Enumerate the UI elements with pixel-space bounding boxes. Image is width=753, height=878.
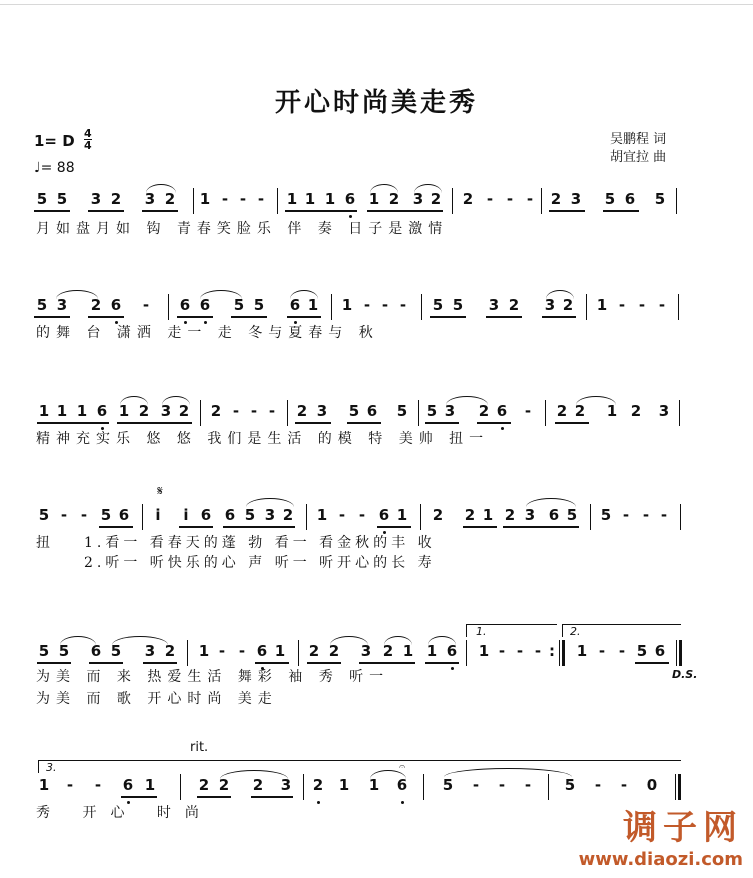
underline xyxy=(142,210,178,212)
note: 5 xyxy=(348,402,360,420)
underline xyxy=(88,210,124,212)
barline xyxy=(545,400,546,426)
note: - xyxy=(250,402,258,420)
note: 5 xyxy=(600,506,612,524)
underline xyxy=(177,316,213,318)
note: - xyxy=(239,190,247,208)
segno-sign: 𝄋 xyxy=(157,484,163,499)
note: 2 xyxy=(90,296,102,314)
note: 1 xyxy=(144,776,156,794)
note: 2 xyxy=(282,506,294,524)
note: - xyxy=(80,506,88,524)
barline xyxy=(676,188,677,214)
underline xyxy=(117,422,192,424)
underline xyxy=(231,316,267,318)
note: 1 xyxy=(482,506,494,524)
slur xyxy=(330,636,368,645)
note: 2 xyxy=(210,402,222,420)
note: 3 xyxy=(444,402,456,420)
tempo-marking: ♩= 88 xyxy=(34,160,75,176)
barline xyxy=(277,188,278,214)
note: 3 xyxy=(412,190,424,208)
note: 5 xyxy=(244,506,256,524)
note: - xyxy=(381,296,389,314)
note: 1 xyxy=(341,296,353,314)
note: 1 xyxy=(198,642,210,660)
underline xyxy=(377,526,411,528)
note: 5 xyxy=(426,402,438,420)
song-title: 开心时尚美走秀 xyxy=(274,88,478,118)
ds-marking: D.S. xyxy=(672,668,698,681)
underline xyxy=(463,526,497,528)
note: - xyxy=(94,776,102,794)
barline xyxy=(331,294,332,320)
note: 3 xyxy=(570,190,582,208)
note: 1 xyxy=(576,642,588,660)
note: 5 xyxy=(566,506,578,524)
note: - xyxy=(660,506,668,524)
barline xyxy=(590,504,591,530)
note: 6 xyxy=(396,776,408,794)
time-signature xyxy=(84,128,92,151)
underline xyxy=(347,422,381,424)
note: 1 xyxy=(606,402,618,420)
underline xyxy=(34,316,70,318)
volta-bracket-3 xyxy=(38,760,681,773)
barline xyxy=(193,188,194,214)
barline xyxy=(180,774,181,800)
note: - xyxy=(526,190,534,208)
note: 5 xyxy=(36,296,48,314)
note: 2 xyxy=(556,402,568,420)
note: 6 xyxy=(446,642,458,660)
note: - xyxy=(498,776,506,794)
note: 3 xyxy=(264,506,276,524)
underline xyxy=(549,210,585,212)
underline xyxy=(37,422,109,424)
underline xyxy=(121,796,157,798)
slur xyxy=(446,396,488,405)
note: 5 xyxy=(36,190,48,208)
low-octave-dot xyxy=(317,801,320,804)
repeat-dots: : xyxy=(549,642,555,660)
note: 5 xyxy=(604,190,616,208)
note: 1 xyxy=(274,642,286,660)
note: 3 xyxy=(160,402,172,420)
note: 2 xyxy=(252,776,264,794)
note: - xyxy=(60,506,68,524)
note: 6 xyxy=(200,506,212,524)
lyrics-line-2: 的舞 台 潇洒 走一 走 冬与夏春与 秋 xyxy=(36,325,379,341)
lyrics-line-3: 精神充实乐 悠 悠 我们是生活 的模 特 美帅 扭一 xyxy=(36,431,490,447)
note: 5 xyxy=(636,642,648,660)
ritardando-marking: rit. xyxy=(190,740,209,755)
barline xyxy=(303,774,304,800)
barline xyxy=(142,504,143,530)
note: 2 xyxy=(328,642,340,660)
volta-2-label: 2. xyxy=(570,625,581,638)
note: 6 xyxy=(654,642,666,660)
underline xyxy=(425,662,459,664)
slur xyxy=(384,636,412,645)
time-sig-top: 4 xyxy=(84,127,92,140)
barline xyxy=(678,294,679,320)
barline xyxy=(168,294,169,320)
note: 1 xyxy=(286,190,298,208)
note: 5 xyxy=(432,296,444,314)
note: 6 xyxy=(179,296,191,314)
barline xyxy=(541,188,542,214)
underline xyxy=(603,210,639,212)
note: 5 xyxy=(396,402,408,420)
volta-1-label: 1. xyxy=(476,625,487,638)
note: 3 xyxy=(360,642,372,660)
note: 2 xyxy=(550,190,562,208)
underline xyxy=(477,422,511,424)
note: 1 xyxy=(76,402,88,420)
note: - xyxy=(142,296,150,314)
composer-credit: 胡宜拉 曲 xyxy=(610,150,667,165)
note: 2 xyxy=(178,402,190,420)
underline xyxy=(285,210,357,212)
note: 1 xyxy=(307,296,319,314)
lyrics-line-4-pickup: 扭 xyxy=(36,535,56,551)
slur xyxy=(428,636,456,645)
underline xyxy=(88,316,124,318)
note: 3 xyxy=(56,296,68,314)
note: 2 xyxy=(504,506,516,524)
note: 3 xyxy=(658,402,670,420)
note: 5 xyxy=(38,642,50,660)
underline xyxy=(255,662,289,664)
top-rule xyxy=(0,4,753,5)
note: 1 xyxy=(478,642,490,660)
note: 3 xyxy=(488,296,500,314)
underline xyxy=(359,662,415,664)
barline xyxy=(675,774,676,800)
note: 2 xyxy=(630,402,642,420)
slur xyxy=(246,498,294,507)
note: 1 xyxy=(368,776,380,794)
slur xyxy=(56,290,98,299)
note: - xyxy=(620,776,628,794)
note: 1 xyxy=(324,190,336,208)
note: 1 xyxy=(396,506,408,524)
note: 6 xyxy=(96,402,108,420)
note: 6 xyxy=(378,506,390,524)
lyrics-line-5-verse-1: 为美 而 来 热爱生活 舞彩 袖 秀 听一 xyxy=(36,669,390,685)
note: - xyxy=(268,402,276,420)
note: - xyxy=(238,642,246,660)
barline xyxy=(298,640,299,666)
note: 1 xyxy=(118,402,130,420)
lyrics-line-6: 秀 开心 时尚 xyxy=(36,805,213,821)
note: 3 xyxy=(144,190,156,208)
watermark-name: 调子网 xyxy=(623,808,743,848)
note: - xyxy=(638,296,646,314)
barline xyxy=(680,504,681,530)
note: 1 xyxy=(38,402,50,420)
underline xyxy=(143,662,177,664)
note: - xyxy=(472,776,480,794)
note: 2 xyxy=(138,402,150,420)
underline xyxy=(307,662,341,664)
note: 6 xyxy=(224,506,236,524)
note: 0 xyxy=(646,776,658,794)
note: 2 xyxy=(462,190,474,208)
note: 5 xyxy=(442,776,454,794)
note: 1 xyxy=(338,776,350,794)
note: - xyxy=(598,642,606,660)
slur xyxy=(146,184,176,193)
final-barline xyxy=(678,774,681,800)
note: 2 xyxy=(312,776,324,794)
note: 5 xyxy=(58,642,70,660)
note: 2 xyxy=(308,642,320,660)
barline xyxy=(200,400,201,426)
barline xyxy=(187,640,188,666)
note: 6 xyxy=(122,776,134,794)
note: 5 xyxy=(38,506,50,524)
note: - xyxy=(642,506,650,524)
barline xyxy=(586,294,587,320)
underline xyxy=(34,210,70,212)
barline-double xyxy=(679,640,682,666)
note: 2 xyxy=(432,506,444,524)
note: 2 xyxy=(382,642,394,660)
note: 1 xyxy=(426,642,438,660)
underline xyxy=(430,316,466,318)
underline xyxy=(99,526,133,528)
note: - xyxy=(399,296,407,314)
note: 2 xyxy=(218,776,230,794)
slur xyxy=(120,396,148,405)
underline xyxy=(555,422,589,424)
note: 2 xyxy=(198,776,210,794)
slur xyxy=(60,636,96,645)
note: - xyxy=(498,642,506,660)
key-signature: 1= D xyxy=(34,132,75,150)
note: 6 xyxy=(110,296,122,314)
note: 5 xyxy=(56,190,68,208)
underline xyxy=(367,210,443,212)
note: 1 xyxy=(316,506,328,524)
note: 2 xyxy=(430,190,442,208)
note: 3 xyxy=(544,296,556,314)
underline xyxy=(635,662,669,664)
note: - xyxy=(363,296,371,314)
lyrics-line-4-verse-2: 2.听一 听快乐的心 声 听一 听开心的长 寿 xyxy=(84,555,436,571)
note: 2 xyxy=(562,296,574,314)
slur xyxy=(526,498,576,507)
barline xyxy=(421,294,422,320)
note: 3 xyxy=(316,402,328,420)
slur xyxy=(370,184,398,193)
note: - xyxy=(618,296,626,314)
note: - xyxy=(506,190,514,208)
slur xyxy=(112,636,168,645)
low-octave-dot xyxy=(401,801,404,804)
underline xyxy=(295,422,331,424)
underline xyxy=(251,796,293,798)
lyrics-line-4-verse-1: 1.看一 看春天的蓬 勃 看一 看金秋的丰 收 xyxy=(84,535,436,551)
slur xyxy=(200,290,242,299)
note: 2 xyxy=(110,190,122,208)
note: 5 xyxy=(110,642,122,660)
lyrics-line-1: 月如盘月如 钩 青春笑脸乐 伴 奏 日子是激情 xyxy=(36,221,449,237)
note: 2 xyxy=(508,296,520,314)
volta-3-label: 3. xyxy=(46,761,57,774)
barline xyxy=(423,774,424,800)
time-sig-bottom: 4 xyxy=(84,139,92,152)
slur xyxy=(162,396,190,405)
note: 5 xyxy=(564,776,576,794)
note: - xyxy=(516,642,524,660)
lyrics-line-5-verse-2: 为美 而 歌 开心时尚 美走 xyxy=(36,691,278,707)
underline xyxy=(287,316,321,318)
note: 1 xyxy=(304,190,316,208)
slur xyxy=(546,290,574,299)
note: 3 xyxy=(524,506,536,524)
note: 2 xyxy=(164,642,176,660)
note: 6 xyxy=(289,296,301,314)
barline xyxy=(452,188,453,214)
note: 5 xyxy=(233,296,245,314)
note: - xyxy=(524,776,532,794)
barline xyxy=(679,400,680,426)
note: 5 xyxy=(100,506,112,524)
low-octave-dot xyxy=(501,427,504,430)
note: 2 xyxy=(574,402,586,420)
barline xyxy=(676,640,677,666)
underline xyxy=(89,662,123,664)
note: - xyxy=(618,642,626,660)
barline xyxy=(306,504,307,530)
note: - xyxy=(221,190,229,208)
note: - xyxy=(257,190,265,208)
note: 1 xyxy=(199,190,211,208)
fermata-icon: 𝄐 xyxy=(398,760,406,773)
note: - xyxy=(218,642,226,660)
note: 3 xyxy=(90,190,102,208)
note: 6 xyxy=(118,506,130,524)
note: 6 xyxy=(366,402,378,420)
note: - xyxy=(524,402,532,420)
note: 3 xyxy=(144,642,156,660)
repeat-barline xyxy=(562,640,565,666)
note: 6 xyxy=(624,190,636,208)
lyricist-credit: 吴鹏程 词 xyxy=(610,132,667,147)
slur xyxy=(414,184,442,193)
note: - xyxy=(338,506,346,524)
note: 6 xyxy=(548,506,560,524)
underline xyxy=(486,316,522,318)
underline xyxy=(425,422,459,424)
note: - xyxy=(622,506,630,524)
barline xyxy=(466,640,467,666)
slur xyxy=(290,290,318,299)
watermark-url: www.diaozi.com xyxy=(578,849,743,870)
note: - xyxy=(232,402,240,420)
slur xyxy=(576,396,616,405)
barline xyxy=(559,640,560,666)
note: 1 xyxy=(38,776,50,794)
underline xyxy=(179,526,213,528)
note: 5 xyxy=(452,296,464,314)
note: 6 xyxy=(344,190,356,208)
barline xyxy=(420,504,421,530)
underline xyxy=(223,526,295,528)
note: 1 xyxy=(368,190,380,208)
note: i xyxy=(155,506,161,524)
low-octave-dot xyxy=(451,667,454,670)
note: 1 xyxy=(56,402,68,420)
note: - xyxy=(658,296,666,314)
barline xyxy=(548,774,549,800)
underline xyxy=(197,796,231,798)
note: 6 xyxy=(90,642,102,660)
barline xyxy=(418,400,419,426)
note: i xyxy=(183,506,189,524)
note: 5 xyxy=(253,296,265,314)
underline xyxy=(503,526,579,528)
note: 3 xyxy=(280,776,292,794)
note: - xyxy=(594,776,602,794)
note: 1 xyxy=(402,642,414,660)
note: 6 xyxy=(199,296,211,314)
note: 2 xyxy=(464,506,476,524)
note: - xyxy=(534,642,542,660)
note: 5 xyxy=(654,190,666,208)
note: 2 xyxy=(478,402,490,420)
note: - xyxy=(486,190,494,208)
note: 1 xyxy=(596,296,608,314)
watermark xyxy=(579,800,743,870)
underline xyxy=(37,662,71,664)
note: - xyxy=(358,506,366,524)
note: 2 xyxy=(296,402,308,420)
note: 6 xyxy=(256,642,268,660)
note: 6 xyxy=(496,402,508,420)
note: - xyxy=(66,776,74,794)
barline xyxy=(287,400,288,426)
note: 2 xyxy=(164,190,176,208)
note: 2 xyxy=(388,190,400,208)
underline xyxy=(542,316,576,318)
